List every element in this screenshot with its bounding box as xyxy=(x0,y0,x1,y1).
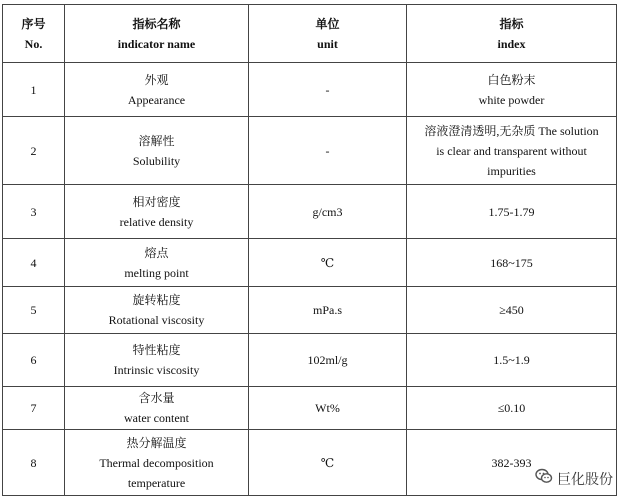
header-index-en: index xyxy=(497,36,526,51)
row-no: 4 xyxy=(3,239,65,287)
row-index: 168~175 xyxy=(407,239,617,287)
row-name-en: temperature xyxy=(127,475,186,490)
row-no: 1 xyxy=(3,63,65,117)
row-no: 6 xyxy=(3,334,65,387)
row-name xyxy=(65,117,249,185)
header-name xyxy=(65,5,249,63)
row-name-en: Thermal decomposition xyxy=(99,455,214,470)
watermark-text: 巨化股份 xyxy=(557,471,613,488)
row-name xyxy=(65,287,249,334)
header-name-zh: 指标名称 xyxy=(132,16,181,31)
watermark xyxy=(532,467,616,490)
row-name xyxy=(65,239,249,287)
row-no: 7 xyxy=(3,387,65,430)
row-no: 2 xyxy=(3,117,65,185)
row-name xyxy=(65,63,249,117)
row-unit: - xyxy=(249,63,407,117)
row-index: 382-393 xyxy=(407,430,617,496)
row-index-line: 溶液澄清透明,无杂质 The solution xyxy=(424,123,599,138)
row-name xyxy=(65,185,249,239)
header-no-zh: 序号 xyxy=(21,16,46,31)
row-name-zh: 溶解性 xyxy=(138,133,175,148)
row-name-en: relative density xyxy=(119,214,194,229)
row-no: 5 xyxy=(3,287,65,334)
row-name xyxy=(65,387,249,430)
table-row xyxy=(3,63,617,117)
header-index-zh: 指标 xyxy=(499,16,524,31)
table-row xyxy=(3,387,617,430)
row-name-en: water content xyxy=(124,411,189,425)
header-unit xyxy=(249,5,407,63)
row-index-line: white powder xyxy=(478,92,545,107)
row-name-en: Intrinsic viscosity xyxy=(113,363,200,377)
table-row xyxy=(3,117,617,185)
row-unit: g/cm3 xyxy=(249,185,407,239)
spec-table xyxy=(2,4,617,496)
table-row xyxy=(3,185,617,239)
row-index-line: impurities xyxy=(487,163,536,178)
row-name-en: Solubility xyxy=(132,153,181,168)
row-name-zh: 特性粘度 xyxy=(132,343,181,357)
row-unit: mPa.s xyxy=(249,287,407,334)
table-row xyxy=(3,287,617,334)
header-name-en: indicator name xyxy=(117,36,196,51)
header-unit-en: unit xyxy=(317,36,338,51)
table-row xyxy=(3,239,617,287)
row-index xyxy=(407,117,617,185)
row-name-zh: 熔点 xyxy=(144,245,169,260)
row-name-en: Rotational viscosity xyxy=(108,313,205,327)
row-name-zh: 相对密度 xyxy=(132,194,181,209)
row-name-zh: 外观 xyxy=(144,72,169,87)
row-unit: ℃ xyxy=(249,430,407,496)
row-name xyxy=(65,430,249,496)
header-row xyxy=(3,5,617,63)
table-row xyxy=(3,334,617,387)
row-name-en: Appearance xyxy=(127,92,186,107)
row-name-zh: 热分解温度 xyxy=(126,435,187,450)
header-unit-zh: 单位 xyxy=(315,16,340,31)
wechat-icon xyxy=(535,468,553,489)
row-index xyxy=(407,63,617,117)
row-index: 1.5~1.9 xyxy=(407,334,617,387)
row-name-zh: 含水量 xyxy=(138,391,175,405)
row-index: ≤0.10 xyxy=(407,387,617,430)
row-index: 1.75-1.79 xyxy=(407,185,617,239)
row-name-zh: 旋转粘度 xyxy=(132,293,181,307)
header-no-en: No. xyxy=(24,36,43,51)
row-unit: Wt% xyxy=(249,387,407,430)
row-name xyxy=(65,334,249,387)
table-row xyxy=(3,430,617,496)
row-unit: - xyxy=(249,117,407,185)
row-unit: 102ml/g xyxy=(249,334,407,387)
header-no xyxy=(3,5,65,63)
row-index-line: 白色粉末 xyxy=(487,72,536,87)
row-index: ≥450 xyxy=(407,287,617,334)
row-no: 3 xyxy=(3,185,65,239)
row-index-line: is clear and transparent without xyxy=(436,143,587,158)
row-unit: ℃ xyxy=(249,239,407,287)
row-no: 8 xyxy=(3,430,65,496)
header-index xyxy=(407,5,617,63)
row-name-en: melting point xyxy=(124,265,189,280)
